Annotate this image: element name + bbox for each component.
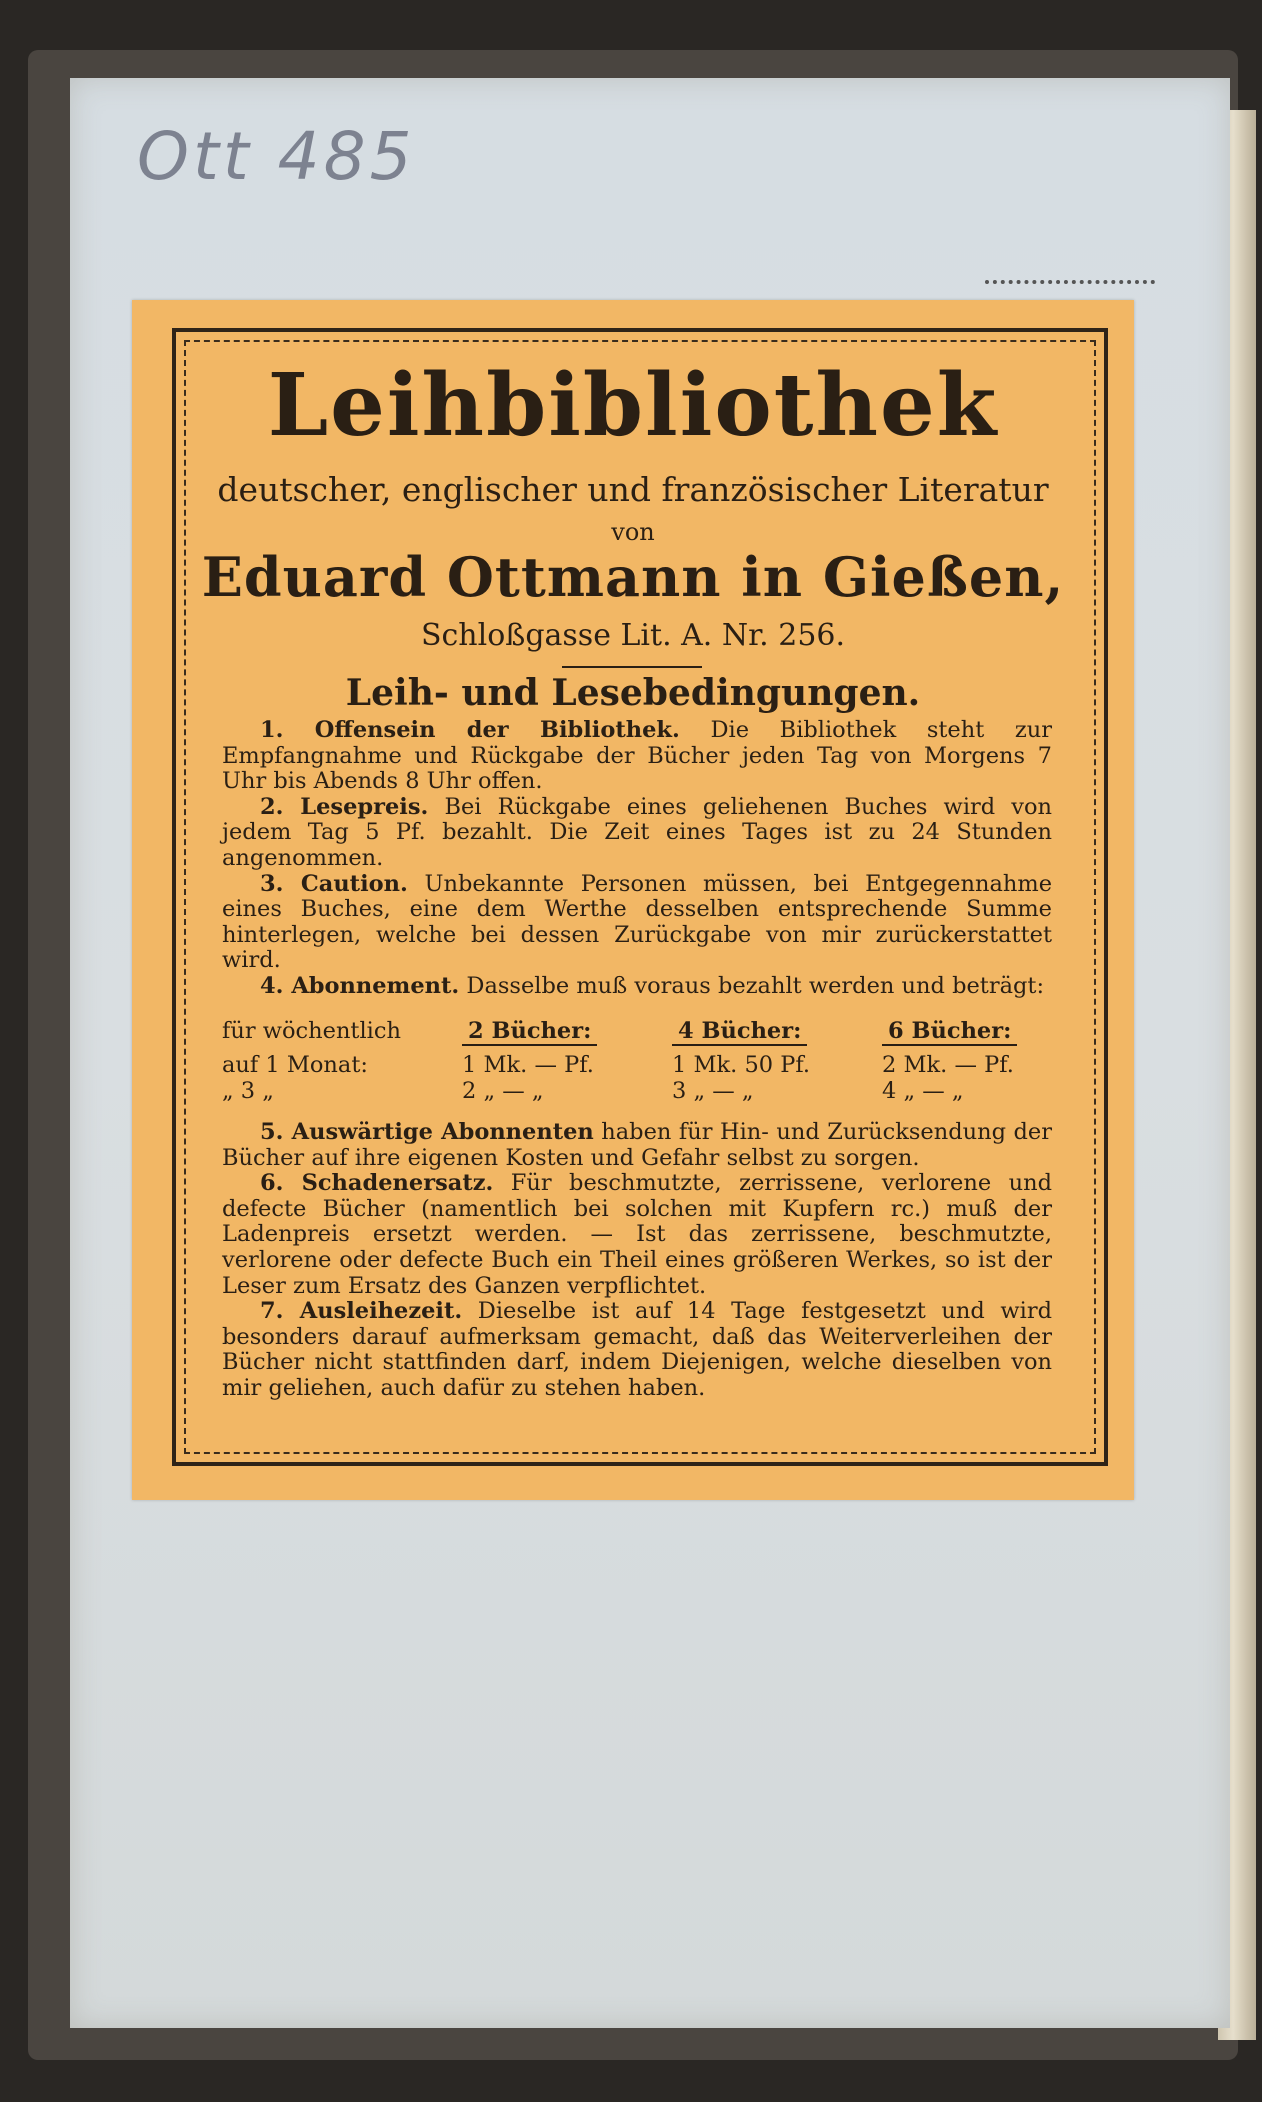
fee-row [222, 1052, 1052, 1078]
rule-paragraph: 7. Ausleihezeit. Dieselbe ist auf 14 Tage festgesetzt und wird besonders darauf aufmerksam gemacht, daß das Weiterverleihen der Bücher nicht stattfinden darf, indem Diejenigen, welche dieselben von mir geliehen, auch dafür zu stehen haben. [222, 1298, 1052, 1401]
fee-cell: 1 Mk. — Pf. [462, 1052, 594, 1078]
rule-paragraph: 5. Auswärtige Abonnenten haben für Hin- und Zurücksendung der Bücher auf ihre eigenen Kosten und Gefahr selbst zu sorgen. [222, 1119, 1052, 1171]
owner-name: Eduard Ottmann in Gießen, [201, 545, 1065, 609]
fee-cell: 3 „ — „ [672, 1078, 754, 1104]
fee-cell: 2 Mk. — Pf. [882, 1052, 1014, 1078]
fee-table [222, 1018, 1052, 1104]
fee-cell: 2 „ — „ [462, 1078, 544, 1104]
fee-header: 4 Bücher: [672, 1018, 807, 1046]
fee-row-label: für wöchentlich [222, 1018, 401, 1044]
fee-label: „ 3 „ [222, 1078, 274, 1104]
label-von: von [611, 518, 655, 546]
fee-cell: 1 Mk. 50 Pf. [672, 1052, 811, 1078]
owner-address: Schloßgasse Lit. A. Nr. 256. [420, 618, 846, 653]
fee-cell: 4 „ — „ [882, 1078, 964, 1104]
conditions-heading: Leih- und Lesebedingungen. [345, 672, 921, 714]
fee-header: 6 Bücher: [882, 1018, 1017, 1046]
fee-header: 2 Bücher: [462, 1018, 597, 1046]
label-subtitle: deutscher, englischer und französischer Literatur [217, 470, 1049, 509]
fee-row [222, 1078, 1052, 1104]
pencil-marks [985, 270, 1155, 284]
fee-header-row [222, 1018, 1052, 1044]
rule-paragraph: 3. Caution. Unbekannte Personen müssen, bei Entgegennahme eines Buches, eine dem Werthe desselben entsprechende Summe hinterlegen, welche bei dessen Zurückgabe von mir zurückerstattet wird. [222, 870, 1053, 974]
fee-label: auf 1 Monat: [222, 1052, 368, 1078]
rule-paragraph: 1. Offensein der Bibliothek. Die Bibliothek steht zur Empfangnahme und Rückgabe der Bücher jeden Tag von Morgens 7 Uhr bis Abends 8 Uhr offen. [222, 717, 1053, 795]
rules-block-2 [222, 1120, 1052, 1402]
divider [562, 666, 702, 668]
library-label [132, 300, 1134, 1500]
rules-block-1 [222, 718, 1052, 1000]
handwritten-shelfmark: Ott 485 [137, 118, 416, 195]
rule-paragraph: 6. Schadenersatz. Für beschmutzte, zerrissene, verlorene und defecte Bücher (namentlich bei solchen mit Kupfern rc.) muß der Ladenpreis ersetzt werden. — Ist das zerrissene, beschmutzte, verlorene oder defecte Buch ein Theil eines größeren Werkes, so ist der Leser zum Ersatz des Ganzen verpflichtet. [222, 1170, 1052, 1299]
rule-paragraph: 4. Abonnement. Dasselbe muß voraus bezahlt werden und beträgt: [260, 972, 1045, 999]
rule-paragraph: 2. Lesepreis. Bei Rückgabe eines geliehenen Buches wird von jedem Tag 5 Pf. bezahlt. Die Zeit eines Tages ist zu 24 Stunden angenommen. [222, 793, 1053, 871]
label-title: Leihbibliothek [267, 355, 999, 456]
